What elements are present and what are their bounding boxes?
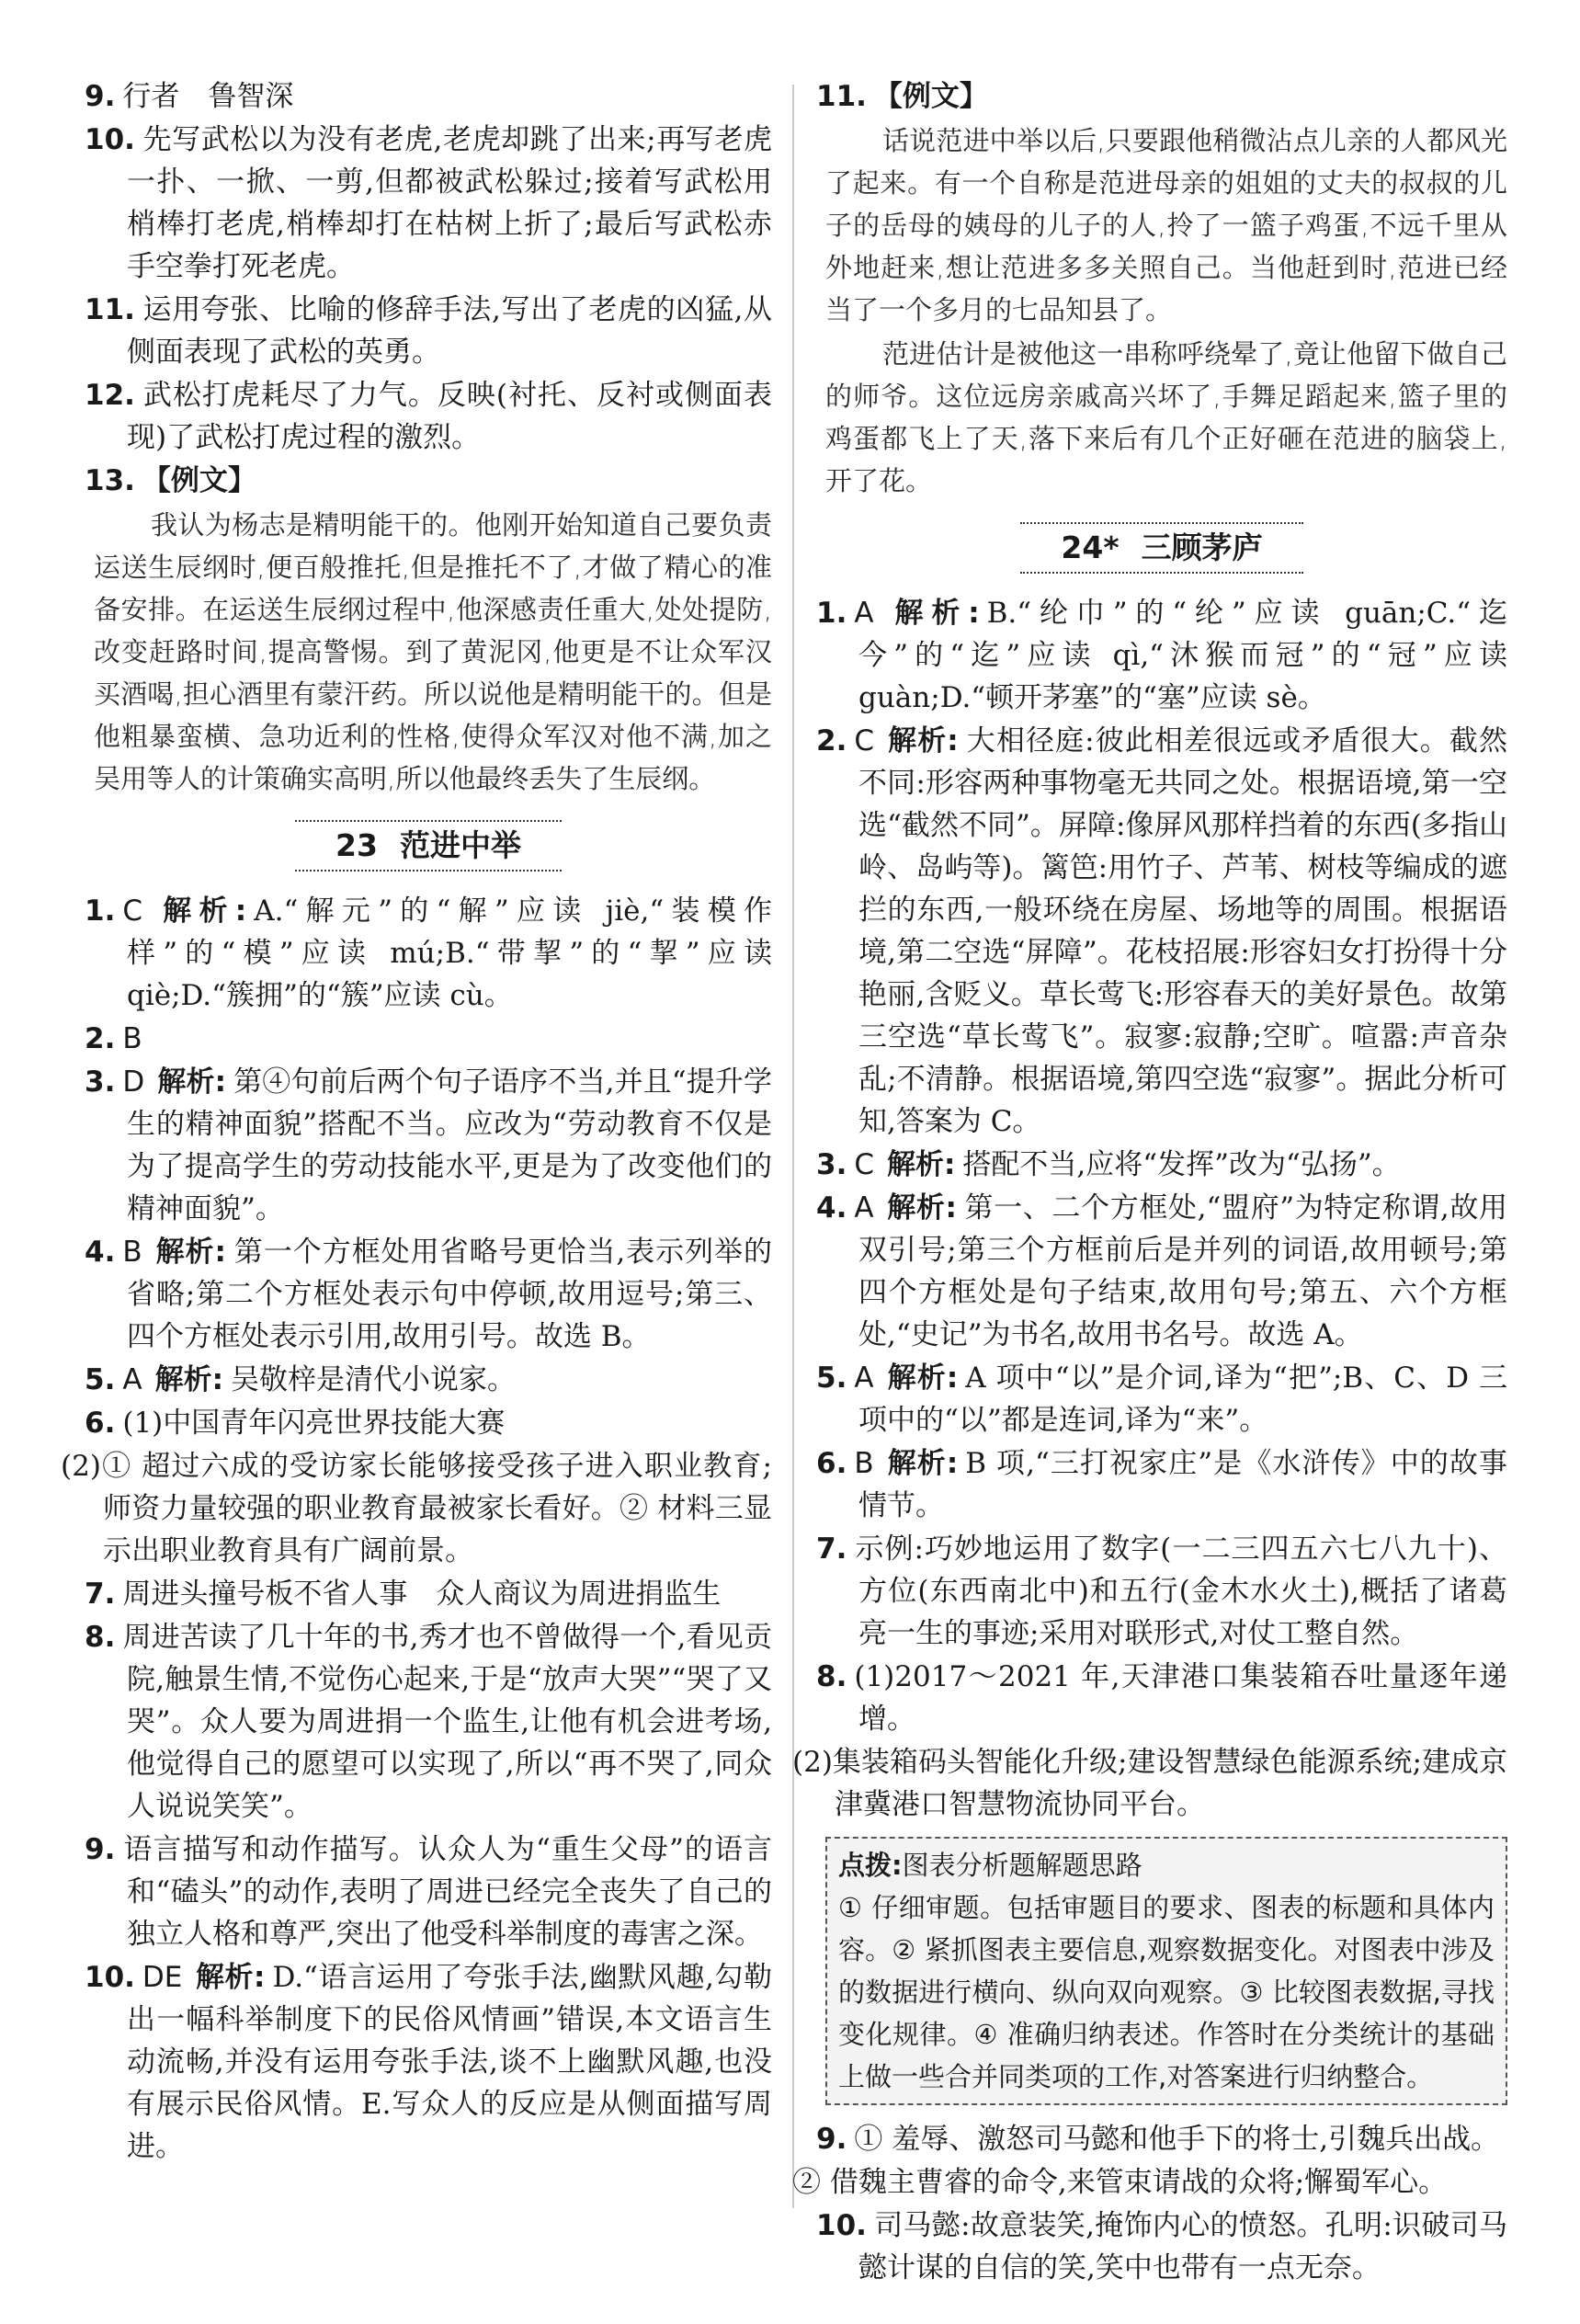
- section-title: [85, 820, 772, 872]
- answer-item-4: [816, 1187, 1507, 1356]
- item-number: 12.: [85, 379, 135, 412]
- answer-text: A 项中“以”是介词,译为“把”;B、C、D 三项中的“以”都是连词,译为“来”。: [858, 1361, 1507, 1437]
- sample-essay-paragraph: 范进估计是被他这一串称呼绕晕了,竟让他留下做自己的师爷。这位远房亲戚高兴坏了,手舞足蹈起来,篮子里的鸡蛋都飞上了天,落下来后有几个正好砸在范进的脑袋上,开了花。: [825, 338, 1507, 496]
- item-number: 6.: [816, 1447, 847, 1480]
- analysis-label: 解析:: [886, 1191, 957, 1225]
- answer-item-11: [816, 75, 1507, 118]
- answer-choice: B: [854, 1447, 874, 1480]
- answer-item-9: [816, 2118, 1507, 2160]
- answer-choice: C: [854, 724, 875, 758]
- answer-text: 第一、二个方框处,“盟府”为特定称谓,故用双引号;第三个方框前后是并列的词语,故用顿号;第四个方框处是句子结束,故用句号;第五、六个方框处,“史记”为书名,故用书名号。故选 A。: [858, 1191, 1507, 1351]
- item-number: 5.: [816, 1361, 847, 1395]
- sample-essay-label: 【例文】: [142, 464, 256, 497]
- answer-text: ① 羞辱、激怒司马懿和他手下的将士,引魏兵出战。: [854, 2123, 1500, 2156]
- item-number: 10.: [85, 1961, 135, 1994]
- item-number: 10.: [816, 2209, 867, 2242]
- answer-text: 示例:巧妙地运用了数字(一二三四五六七八九十)、方位(东西南北中)和五行(金木水火土),概括了诸葛亮一生的事迹;采用对联形式,对仗工整自然。: [854, 1532, 1507, 1650]
- answer-item-8: [85, 1616, 772, 1828]
- item-number: 3.: [85, 1065, 116, 1099]
- answer-choice: A: [854, 1361, 874, 1395]
- item-number: 6.: [85, 1407, 116, 1440]
- answer-text: B 项,“三打祝家庄”是《水浒传》中的故事情节。: [858, 1447, 1507, 1522]
- section-title: [816, 522, 1507, 574]
- answer-text: A.“解元”的“解”应读 jiè,“装模作样”的“模”应读 mú;B.“带挈”的“挈”应读 qiè;D.“簇拥”的“簇”应读 cù。: [127, 894, 772, 1012]
- answer-choice: C: [122, 894, 143, 928]
- answer-item-9b: [85, 1828, 772, 1955]
- answer-item-1: [85, 890, 772, 1017]
- answer-choice: DE: [142, 1961, 183, 1994]
- item-number: 8.: [816, 1660, 847, 1693]
- answer-choice: A: [122, 1363, 142, 1396]
- answer-item-10: [816, 2204, 1507, 2289]
- answer-item-5: [85, 1359, 772, 1401]
- column-divider: [792, 85, 794, 2208]
- answer-text: 周进苦读了几十年的书,秀才也不曾做得一个,看见贡院,触景生情,不觉伤心起来,于是“放声大哭”“哭了又哭”。众人要为周进捐一个监生,让他有机会进考场,他觉得自己的愿望可以实现了,所以“再不哭了,同众人说说笑笑”。: [122, 1621, 772, 1823]
- item-number: 11.: [816, 80, 867, 113]
- answer-text: D.“语言运用了夸张手法,幽默风趣,勾勒出一幅科举制度下的民俗风情画”错误,本文语言生动流畅,并没有运用夸张手法,谈不上幽默风趣,也没有展示民俗风情。E.写众人的反应是从侧面描写周进。: [127, 1961, 772, 2163]
- item-number: 4.: [816, 1191, 847, 1225]
- sample-essay-text: 我认为杨志是精明能干的。他刚开始知道自己要负责运送生辰纲时,便百般推托,但是推托不了,才做了精心的准备安排。在运送生辰纲过程中,他深感责任重大,处处提防,改变赶路时间,提高警惕。到了黄泥冈,他更是不让众军汉买酒喝,担心酒里有蒙汗药。所以说他是精明能干的。但是他粗暴蛮横、急功近利的性格,使得众军汉对他不满,加之吴用等人的计策确实高明,所以他最终丢失了生辰纲。: [94, 509, 772, 794]
- answer-item-9: [85, 75, 772, 118]
- item-number: 7.: [85, 1578, 116, 1611]
- answer-text: 周进头撞号板不省人事 众人商议为周进捐监生: [122, 1578, 722, 1611]
- tip-box: [825, 1837, 1507, 2105]
- item-number: 3.: [816, 1148, 847, 1181]
- answer-item-3: [85, 1061, 772, 1230]
- right-column: [792, 75, 1507, 2290]
- item-number: 9.: [816, 2123, 847, 2156]
- answer-text: 司马懿:故意装笑,掩饰内心的愤怒。孔明:识破司马懿计谋的自信的笑,笑中也带有一点无奈。: [858, 2209, 1507, 2284]
- item-number: 2.: [816, 724, 847, 758]
- item-number: 7.: [816, 1532, 847, 1566]
- tip-label: 点拨:: [838, 1850, 903, 1881]
- item-number: 13.: [85, 464, 135, 497]
- answer-text: 行者 鲁智深: [122, 80, 294, 113]
- answer-text: 语言描写和动作描写。认众人为“重生父母”的语言和“磕头”的动作,表明了周进已经完全丧失了自己的独立人格和尊严,突出了他受科举制度的毒害之深。: [122, 1833, 772, 1951]
- answer-choice: B: [122, 1236, 142, 1269]
- answer-item-8: [816, 1656, 1507, 1740]
- analysis-label: 解析:: [154, 1236, 226, 1269]
- answer-item-11: [85, 289, 772, 373]
- answer-item-3: [816, 1144, 1507, 1186]
- answer-item-6-part-2: (2)① 超过六成的受访家长能够接受孩子进入职业教育;师资力量较强的职业教育最被家长看好。② 材料三显示出职业教育具有广阔前景。: [61, 1450, 772, 1567]
- answer-item-1: [816, 592, 1507, 719]
- answer-item-4: [85, 1231, 772, 1358]
- analysis-label: 解析:: [886, 597, 980, 630]
- answer-item-6: [85, 1402, 772, 1444]
- item-number: 4.: [85, 1236, 116, 1269]
- answer-item-8-part-2: (2)集装箱码头智能化升级;建设智慧绿色能源系统;建成京津冀港口智慧物流协同平台。: [792, 1746, 1507, 1821]
- answer-item-5: [816, 1357, 1507, 1441]
- section-number: 24*: [1061, 530, 1120, 565]
- answer-item-12: [85, 374, 772, 459]
- answer-item-7: [85, 1573, 772, 1615]
- left-column: [61, 75, 772, 2169]
- item-number: 9.: [85, 1833, 116, 1866]
- answer-choice: A: [854, 597, 874, 630]
- answer-item-13: [85, 460, 772, 502]
- answer-item-7: [816, 1528, 1507, 1655]
- item-number: 5.: [85, 1363, 116, 1396]
- answer-choice: B: [122, 1022, 142, 1055]
- item-number: 2.: [85, 1022, 116, 1055]
- tip-title: 图表分析题解题思路: [902, 1850, 1142, 1881]
- item-number: 1.: [816, 597, 847, 630]
- analysis-label: 解析:: [155, 894, 247, 928]
- answer-choice: D: [122, 1065, 145, 1099]
- analysis-label: 解析:: [195, 1961, 266, 1994]
- answer-text: 第④句前后两个句子语序不当,并且“提升学生的精神面貌”搭配不当。应改为“劳动教育不仅是为了提高学生的劳动技能水平,更是为了改变他们的精神面貌”。: [127, 1065, 772, 1225]
- answer-item-10b: [85, 1956, 772, 2168]
- answer-text: B.“纶巾”的“纶”应读 guān;C.“迄今”的“迄”应读 qì,“沐猴而冠”的“冠”应读 guàn;D.“顿开茅塞”的“塞”应读 sè。: [858, 597, 1507, 714]
- answer-text: 大相径庭:彼此相差很远或矛盾很大。截然不同:形容两种事物毫无共同之处。根据语境,第一空选“截然不同”。屏障:像屏风那样挡着的东西(多指山岭、岛屿等)。篱笆:用竹子、芦苇、树枝等编成的遮拦的东西,一般环绕在房屋、场地等的周围。根据语境,第二空选“屏障”。花枝招展:形容妇女打扮得十分艳丽,含贬义。草长莺飞:形容春天的美好景色。故第三空选“草长莺飞”。寂寥:寂静;空旷。喧嚣:声音杂乱;不清静。根据语境,第四空选“寂寥”。据此分析可知,答案为 C。: [858, 724, 1507, 1138]
- sample-essay-label: 【例文】: [873, 80, 988, 113]
- answer-text: 运用夸张、比喻的修辞手法,写出了老虎的凶猛,从侧面表现了武松的英勇。: [127, 293, 772, 369]
- sample-essay-paragraph: 话说范进中举以后,只要跟他稍微沾点儿亲的人都风光了起来。有一个自称是范进母亲的姐姐的丈夫的叔叔的儿子的岳母的姨母的儿子的人,拎了一篮子鸡蛋,不远千里从外地赶来,想让范进多多关照自己。当他赶到时,范进已经当了一个多月的七品知县了。: [825, 125, 1507, 325]
- answer-item-9-part-2: ② 借魏主曹睿的命令,来管束请战的众将;懈蜀军心。: [792, 2166, 1448, 2199]
- answer-choice: C: [854, 1148, 875, 1181]
- answer-text: 武松打虎耗尽了力气。反映(衬托、反衬或侧面表现)了武松打虎过程的激烈。: [127, 379, 772, 454]
- item-number: 10.: [85, 123, 135, 156]
- analysis-label: 解析:: [886, 1361, 959, 1395]
- item-number: 1.: [85, 894, 116, 928]
- analysis-label: 解析:: [887, 1148, 956, 1181]
- answer-item-10: [85, 119, 772, 288]
- analysis-label: 解析:: [157, 1065, 226, 1099]
- answer-text: (1)中国青年闪亮世界技能大赛: [122, 1407, 506, 1440]
- answer-item-2: [85, 1018, 772, 1060]
- item-number: 8.: [85, 1621, 116, 1654]
- section-number: 23: [335, 827, 378, 863]
- analysis-label: 解析:: [154, 1363, 223, 1396]
- section-name: 三顾茅庐: [1141, 530, 1263, 565]
- answer-item-6: [816, 1442, 1507, 1527]
- answer-item-2: [816, 720, 1507, 1143]
- tip-text: ① 仔细审题。包括审题目的要求、图表的标题和具体内容。② 紧抓图表主要信息,观察数据变化。对图表中涉及的数据进行横向、纵向双向观察。③ 比较图表数据,寻找变化规律。④ 准确归纳表述。作答时在分类统计的基础上做一些合并同类项的工作,对答案进行归纳整合。: [838, 1892, 1495, 2092]
- analysis-label: 解析:: [887, 724, 959, 758]
- answer-text: (1)2017～2021 年,天津港口集装箱吞吐量逐年递增。: [854, 1660, 1507, 1736]
- answer-choice: A: [854, 1191, 874, 1225]
- analysis-label: 解析:: [886, 1447, 959, 1480]
- section-name: 范进中举: [399, 827, 521, 863]
- item-number: 11.: [85, 293, 135, 326]
- answer-text: 搭配不当,应将“发挥”改为“弘扬”。: [962, 1148, 1401, 1181]
- answer-text: 先写武松以为没有老虎,老虎却跳了出来;再写老虎一扑、一掀、一剪,但都被武松躲过;接着写武松用梢棒打老虎,梢棒却打在枯树上折了;最后写武松赤手空拳打死老虎。: [127, 123, 772, 283]
- item-number: 9.: [85, 80, 116, 113]
- answer-text: 第一个方框处用省略号更恰当,表示列举的省略;第二个方框处表示句中停顿,故用逗号;第三、四个方框处表示引用,故用引号。故选 B。: [127, 1236, 772, 1353]
- answer-text: 吴敬梓是清代小说家。: [230, 1363, 516, 1396]
